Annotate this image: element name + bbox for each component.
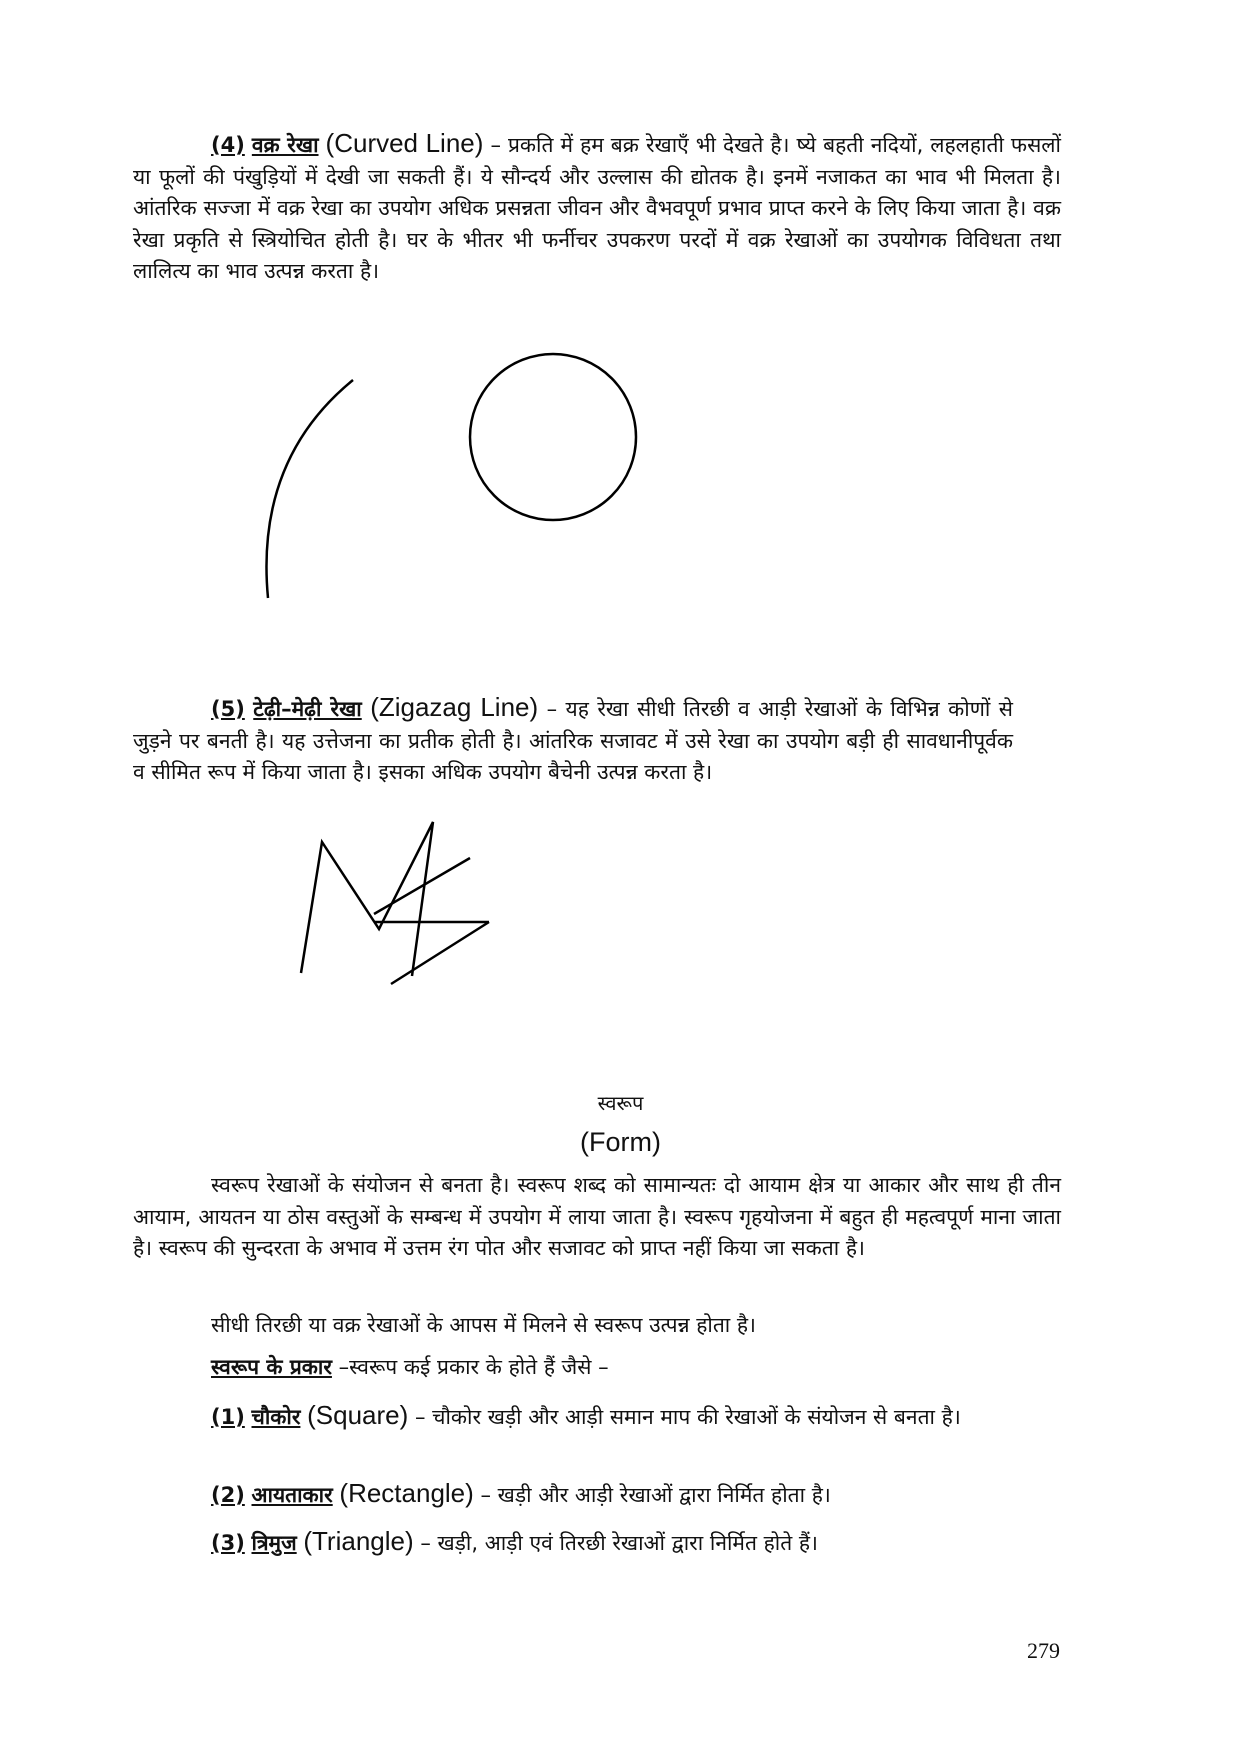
zigzag-figure [301,822,489,984]
form-intro-paragraph: स्वरूप रेखाओं के संयोजन से बनता है। स्वरूप शब्द को सामान्यतः दो आयाम क्षेत्र या आकार और साथ ही तीन आयाम, आयतन या ठोस वस्तुओं के सम्बन्ध में उपयोग में लाया जाता है। स्वरूप गृहयोजना में बहुत ही महत्वपूर्ण माना जाता है। स्वरूप की सुन्दरता के अभाव में उत्तम रंग पोत और सजावट को प्राप्त नहीं किया जा सकता है। [133,1173,1061,1260]
zigzag-line-title-hindi: टेढ़ी–मेढ़ी रेखा [253,697,362,721]
type-number: (3) [211,1531,245,1555]
type-title-english: (Rectangle) [339,1478,474,1508]
type-title-english: (Square) [307,1400,409,1430]
curved-line-title-hindi: वक्र रेखा [251,133,319,157]
type-title-hindi: आयताकार [251,1483,333,1507]
form-types-label: स्वरूप के प्रकार [211,1355,332,1379]
curved-line-number: (4) [211,133,245,157]
zigzag-line-title-english: (Zigazag Line) [370,692,539,722]
form-types-paragraph [133,1352,1061,1384]
zigzag-line-body: – यह रेखा सीधी तिरछी व आड़ी रेखाओं के विभिन्न कोणों से जुड़ने पर बनती है। यह उत्तेजना का प्रतीक होती है। आंतरिक सजावट में उसे रेखा का उपयोग बड़ी ही सावधानीपूर्वक व सीमित रूप में किया जाता है। इसका अधिक उपयोग बैचेनी उत्पन्न करता है। [133,697,1013,784]
type-number: (1) [211,1405,245,1429]
form-heading-hindi: स्वरूप [597,1091,644,1115]
zigzag-line-number: (5) [211,697,245,721]
curved-line-title-english: (Curved Line) [325,128,484,158]
type-description: – चौकोर खड़ी और आड़ी समान माप की रेखाओं के संयोजन से बनता है। [408,1405,961,1429]
type-title-hindi: त्रिमुज [251,1531,297,1555]
curved-line-body: – प्रकति में हम बक्र रेखाएँ भी देखते है। ष्ये बहती नदियों, लहलहाती फसलों या फूलों की पंखुड़ियों में देखी जा सकती हैं। ये सौन्दर्य और उल्लास की द्योतक है। इनमें नजाकत का भाव भी मिलता है। आंतरिक सज्जा में वक्र रेखा का उपयोग अधिक प्रसन्नता जीवन और वैभवपूर्ण प्रभाव प्राप्त करने के लिए किया जाता है। वक्र रेखा प्रकृति से स्त्रियोचित होती है। घर के भीतर भी फर्नीचर उपकरण परदों में वक्र रेखाओं का उपयोगक विविधता तथा लालित्य का भाव उत्पन्न करता है। [133,133,1061,283]
form-heading-english: (Form) [580,1127,661,1157]
form-types-text: –स्वरूप कई प्रकार के होते हैं जैसे – [331,1355,609,1379]
type-description: – खड़ी और आड़ी रेखाओं द्वारा निर्मित होता है। [473,1483,831,1507]
circle-figure [470,354,636,520]
curved-arc-figure [266,380,353,598]
type-title-english: (Triangle) [303,1526,414,1556]
type-description: – खड़ी, आड़ी एवं तिरछी रेखाओं द्वारा निर्मित होते हैं। [413,1531,818,1555]
form-formation-paragraph: सीधी तिरछी या वक्र रेखाओं के आपस में मिलने से स्वरूप उत्पन्न होता है। [211,1313,757,1337]
form-type-rectangle [133,1478,1061,1512]
page-number: 279 [1027,1638,1060,1663]
zigzag-line-paragraph [133,692,1013,789]
type-title-hindi: चौकोर [251,1405,301,1429]
form-type-square [133,1400,1061,1434]
type-number: (2) [211,1483,245,1507]
form-type-triangle [133,1526,1061,1560]
